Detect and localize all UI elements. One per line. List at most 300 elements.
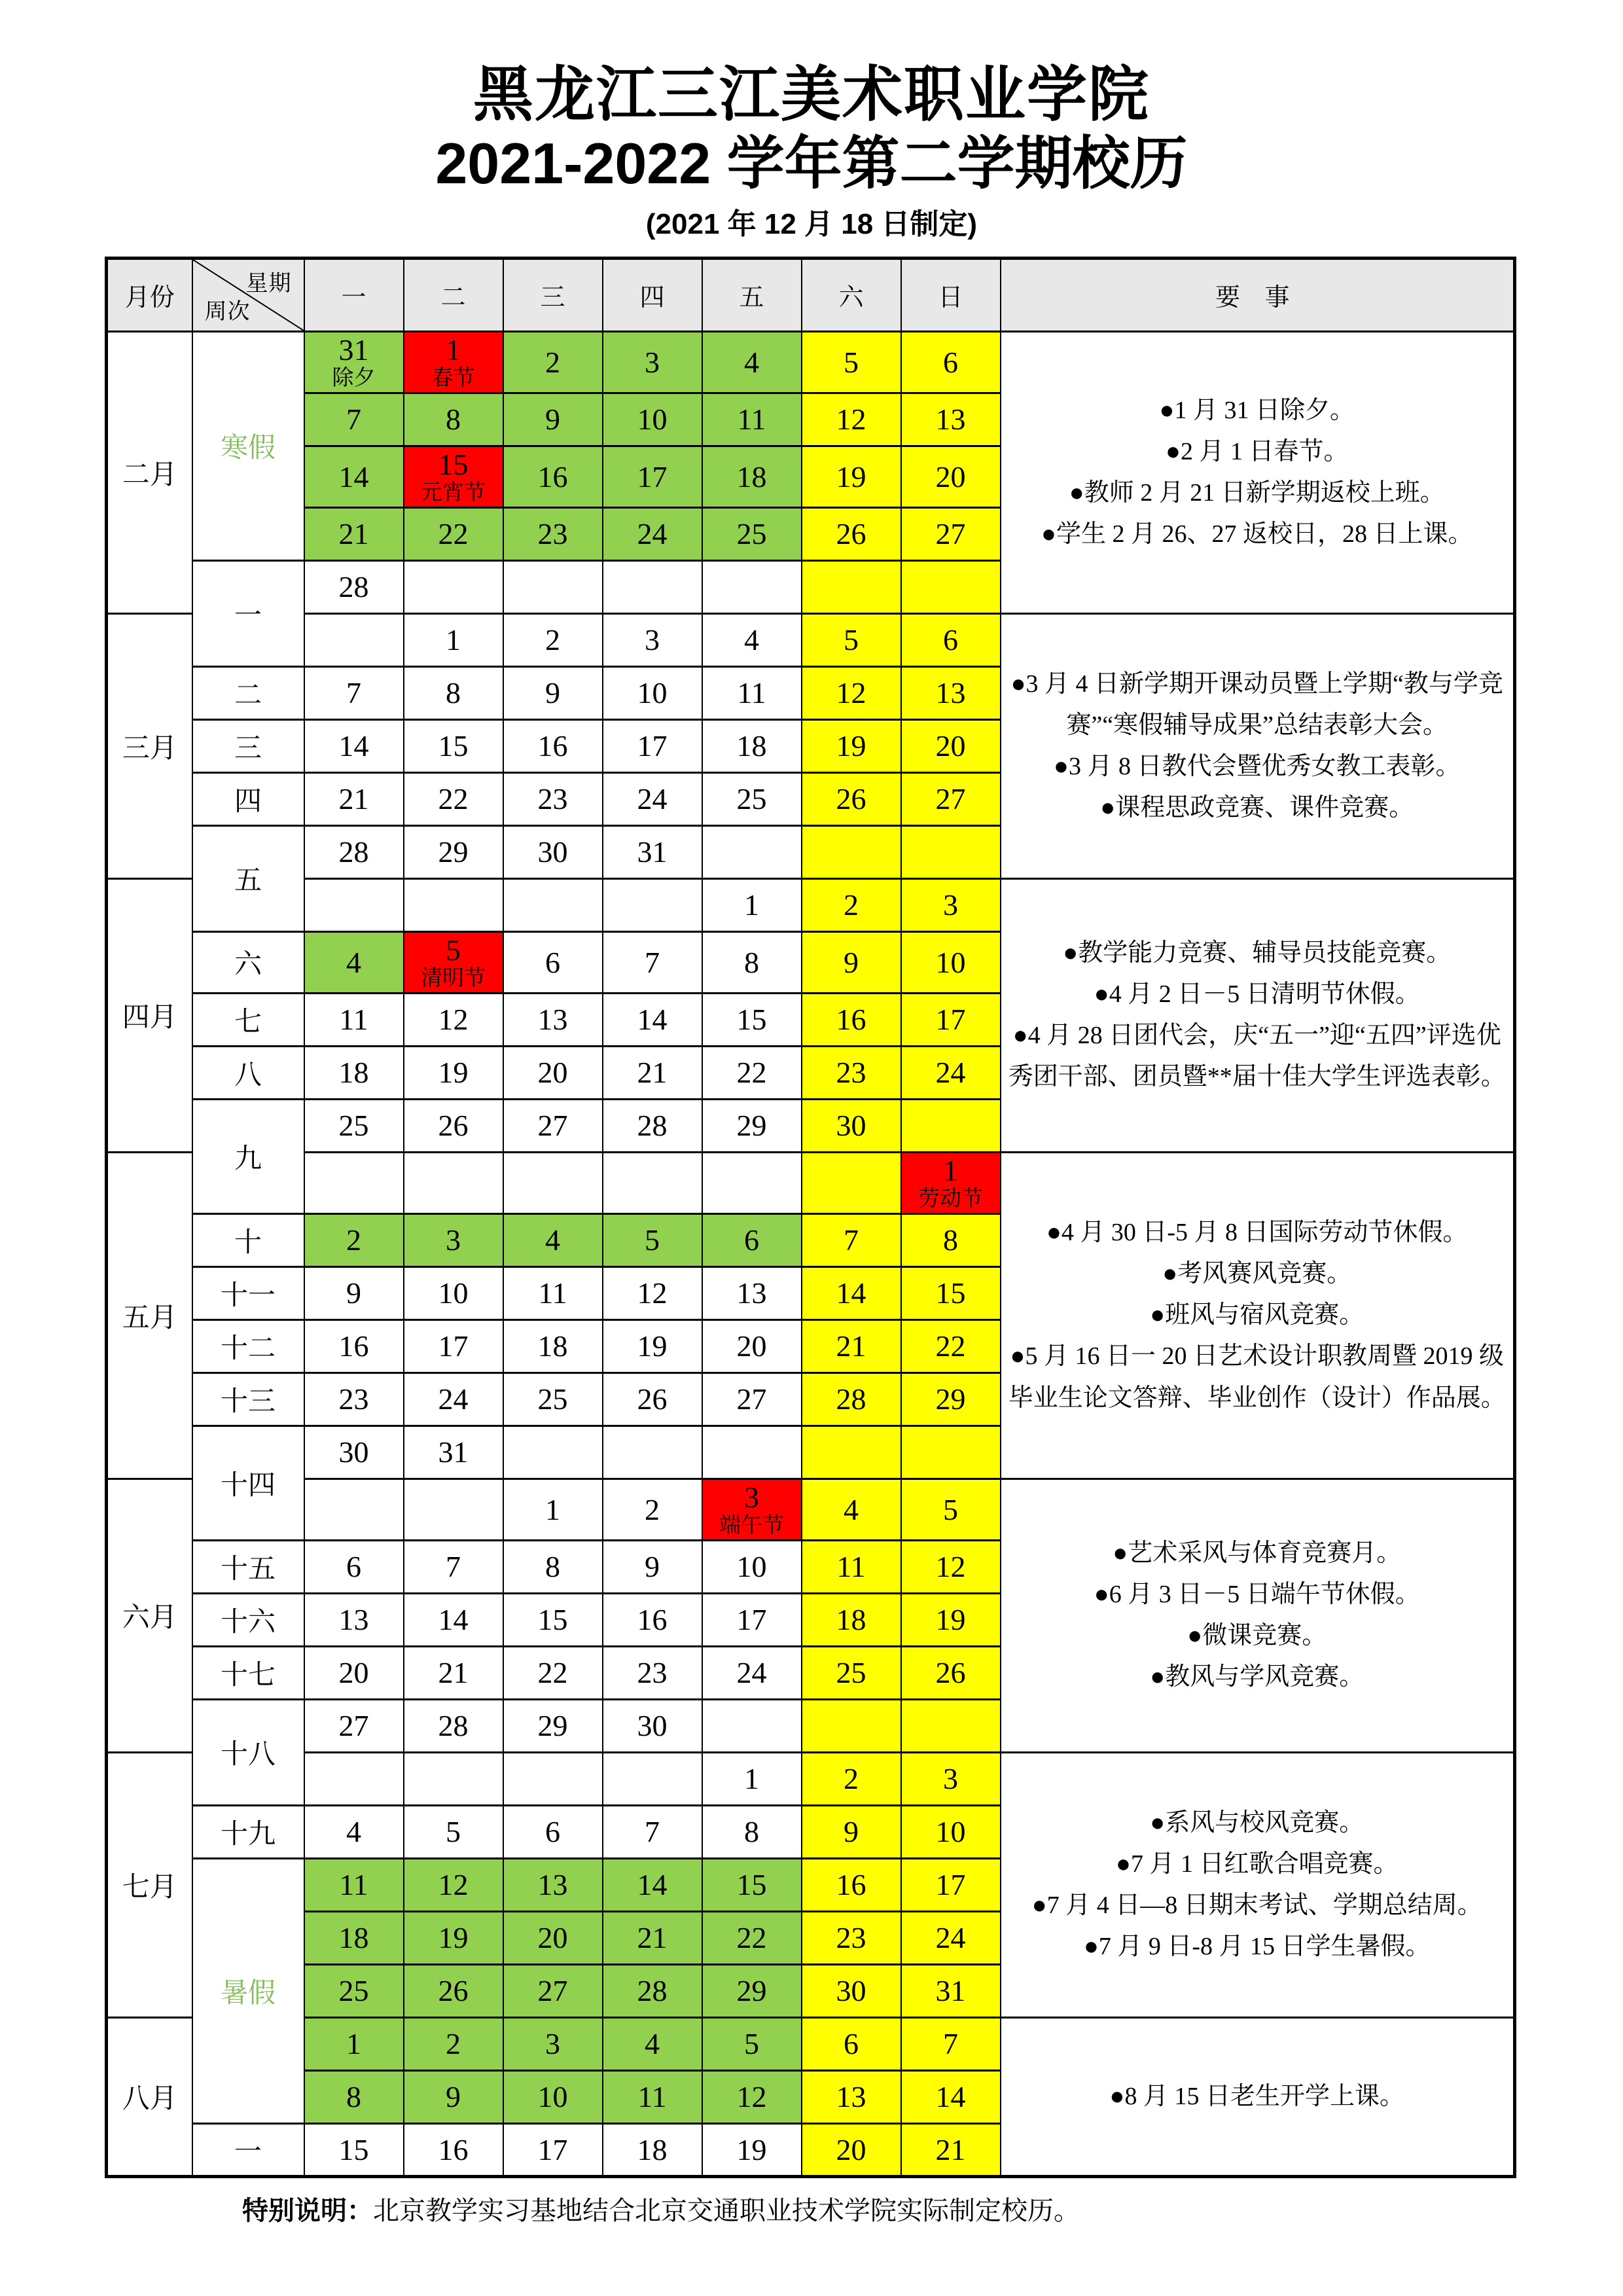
day-cell [802,1964,901,2017]
day-number: 19 [438,1056,469,1090]
event-line: ●4 月 2 日－5 日清明节休假。 [1094,980,1420,1009]
day-number: 28 [338,835,369,869]
day-number: 15 [935,1276,966,1310]
day-cell [304,1805,404,1858]
day-number: 5 [645,1223,660,1257]
day-number: 8 [446,403,461,437]
day-cell [901,666,1001,719]
day-number: 13 [935,676,966,710]
day-cell [901,1046,1001,1099]
day-number: 2 [545,345,560,379]
day-number: 6 [943,345,958,379]
day-number: 4 [645,2027,660,2061]
day-cell [603,1858,702,1911]
day-number: 14 [637,1003,668,1037]
day-number: 19 [637,1329,668,1363]
day-number: 29 [438,835,469,869]
day-number: 15 [438,448,469,482]
day-cell [901,1426,1001,1479]
day-cell [702,1099,802,1152]
date-note: (2021 年 12 月 18 日制定) [645,207,978,240]
event-line: ●教风与学风竞赛。 [1150,1663,1364,1691]
day-cell [901,1646,1001,1699]
day-cell [802,2070,901,2123]
month-label: 三月 [107,613,192,878]
day-number: 13 [537,1003,568,1037]
day-cell [802,446,901,507]
footer-note [242,2190,1518,2227]
event-line: ●课程思政竞赛、课件竞赛。 [1100,793,1414,821]
day-number: 2 [844,1762,859,1796]
day-number: 3 [645,623,660,657]
day-cell [901,993,1001,1046]
day-number: 11 [538,1276,567,1310]
day-cell [702,2017,802,2070]
day-number: 24 [935,1056,966,1090]
day-number: 25 [736,782,767,816]
day-cell [802,719,901,772]
day-number: 12 [836,403,866,437]
day-number: 27 [736,1382,767,1416]
day-number: 17 [935,1003,966,1037]
day-cell [702,666,802,719]
week-number-label: 十七 [192,1646,304,1699]
day-cell [802,560,901,613]
day-number: 29 [935,1382,966,1416]
day-number: 18 [637,2132,668,2166]
day-number: 31 [935,1974,966,2008]
day-number: 11 [339,1003,368,1037]
day-cell [802,666,901,719]
day-number: 24 [637,517,668,551]
day-number: 9 [645,1550,660,1584]
day-number: 9 [545,676,560,710]
week-number-label: 十 [192,1213,304,1266]
day-number: 19 [736,2132,767,2166]
vacation-label: 寒假 [192,331,304,560]
day-cell [901,878,1001,931]
day-cell [503,2123,603,2176]
day-cell [603,2070,702,2123]
day-number: 24 [637,782,668,816]
holiday-name: 清明节 [421,966,486,990]
day-number: 16 [438,2132,469,2166]
day-cell [404,393,503,446]
day-number: 21 [338,517,369,551]
day-number: 14 [338,729,369,763]
day-cell [503,719,603,772]
day-number: 23 [637,1656,668,1690]
day-number: 3 [545,2027,560,2061]
day-number: 28 [438,1709,469,1743]
holiday-name: 元宵节 [421,480,486,505]
day-cell [901,2017,1001,2070]
page-subtitle: 2021-2022 学年第二学期校历 [435,130,1188,196]
day-cell [802,1479,901,1540]
day-cell [702,1540,802,1593]
day-number: 10 [537,2080,568,2114]
day-cell [304,507,404,560]
day-cell [603,1964,702,2017]
day-number: 21 [836,1329,866,1363]
day-cell [404,1213,503,1266]
header-cell-weekday: 六 [802,258,901,331]
day-number: 7 [446,1550,461,1584]
day-cell [503,393,603,446]
day-cell [802,1911,901,1964]
day-cell [503,666,603,719]
day-number: 26 [935,1656,966,1690]
day-number: 4 [346,945,361,979]
day-cell [603,993,702,1046]
event-line: ●教师 2 月 21 日新学期返校上班。 [1069,478,1445,507]
day-number: 16 [637,1603,668,1637]
day-number: 19 [935,1603,966,1637]
day-number: 7 [645,945,660,979]
day-number: 31 [637,835,668,869]
day-cell [503,825,603,878]
day-number: 4 [844,1492,859,1526]
day-cell [304,2017,404,2070]
day-number: 25 [338,1109,369,1143]
day-number: 1 [446,333,461,367]
day-cell [304,1699,404,1752]
day-cell [901,1805,1001,1858]
day-cell [503,1266,603,1319]
day-number: 18 [836,1603,866,1637]
day-number: 1 [943,1154,958,1188]
day-cell [901,1099,1001,1152]
holiday-name: 端午节 [719,1513,784,1537]
header-weekday-label: 星期 [245,271,292,296]
event-line: ●系风与校风竞赛。 [1150,1808,1364,1837]
calendar-table [105,257,1516,2178]
day-cell [404,2017,503,2070]
day-cell [901,1266,1001,1319]
day-cell [802,772,901,825]
day-number: 17 [637,729,668,763]
day-cell [802,878,901,931]
week-number-label: 七 [192,993,304,1046]
day-number: 7 [844,1223,859,1257]
day-number: 5 [943,1492,958,1526]
day-cell [304,2123,404,2176]
day-cell [702,1699,802,1752]
day-cell [503,507,603,560]
day-cell [304,719,404,772]
events-cell [1001,331,1515,613]
day-cell [404,993,503,1046]
day-number: 8 [744,1815,759,1849]
day-cell [802,931,901,993]
day-cell [603,507,702,560]
day-cell [404,1372,503,1426]
calendar-row [107,1479,1515,1540]
day-number: 31 [338,333,369,367]
day-cell [603,1699,702,1752]
day-cell [603,2017,702,2070]
day-number: 18 [736,729,767,763]
day-number: 15 [338,2132,369,2166]
event-line: ●微课竞赛。 [1187,1622,1327,1650]
day-cell [802,1540,901,1593]
day-cell [404,1479,503,1540]
events-cell [1001,1479,1515,1752]
calendar-row [107,1152,1515,1213]
day-cell [404,2123,503,2176]
calendar-row [107,1752,1515,1805]
day-number: 1 [346,2027,361,2061]
day-number: 21 [438,1656,469,1690]
day-number: 9 [446,2080,461,2114]
day-number: 8 [545,1550,560,1584]
day-cell [901,331,1001,393]
day-cell [802,393,901,446]
day-number: 16 [338,1329,369,1363]
day-cell [404,1593,503,1646]
day-number: 2 [346,1223,361,1257]
day-cell [304,1152,404,1213]
header-cell-weekday: 日 [901,258,1001,331]
day-cell [603,1752,702,1805]
day-cell [304,666,404,719]
day-cell [503,1699,603,1752]
day-number: 6 [545,945,560,979]
day-cell [901,1911,1001,1964]
day-number: 14 [438,1603,469,1637]
day-number: 5 [446,1815,461,1849]
day-cell [702,1752,802,1805]
header-cell-weekday: 五 [702,258,802,331]
day-number: 8 [346,2080,361,2114]
week-number-label: 二 [192,666,304,719]
day-number: 9 [844,1815,859,1849]
day-number: 4 [545,1223,560,1257]
day-cell [304,1213,404,1266]
day-cell [901,2123,1001,2176]
day-cell [603,772,702,825]
day-cell [304,878,404,931]
day-number: 3 [446,1223,461,1257]
day-cell [304,446,404,507]
day-cell [802,1372,901,1426]
day-cell [603,1479,702,1540]
day-cell [901,1319,1001,1372]
day-cell [404,2070,503,2123]
day-cell [404,1646,503,1699]
day-number: 23 [537,782,568,816]
day-cell [603,1593,702,1646]
day-cell [901,931,1001,993]
day-cell [802,1319,901,1372]
day-cell [901,719,1001,772]
event-line: ●7 月 4 日—8 日期末考试、学期总结周。 [1031,1891,1482,1919]
day-number: 26 [836,782,866,816]
day-cell [503,1593,603,1646]
events-cell [1001,613,1515,878]
day-number: 27 [935,782,966,816]
day-cell [702,931,802,993]
day-cell [503,560,603,613]
day-cell [901,1152,1001,1213]
day-number: 16 [537,459,568,493]
week-number-label: 十五 [192,1540,304,1593]
week-number-label: 十九 [192,1805,304,1858]
day-number: 25 [836,1656,866,1690]
day-cell [702,1911,802,1964]
day-cell [702,1046,802,1099]
day-cell [503,2070,603,2123]
day-cell [404,507,503,560]
day-cell [901,1372,1001,1426]
day-number: 15 [736,1003,767,1037]
day-cell [603,1372,702,1426]
day-number: 20 [935,459,966,493]
day-number: 20 [935,729,966,763]
day-cell [802,1593,901,1646]
day-number: 18 [537,1329,568,1363]
day-cell [702,2123,802,2176]
day-number: 8 [744,945,759,979]
event-line: ●班风与宿风竞赛。 [1150,1301,1364,1329]
day-cell [503,331,603,393]
day-cell [304,1593,404,1646]
day-cell [802,1152,901,1213]
week-number-label: 十六 [192,1593,304,1646]
day-cell [404,931,503,993]
day-cell [503,1964,603,2017]
day-number: 2 [446,2027,461,2061]
day-cell [404,1858,503,1911]
day-cell [702,331,802,393]
day-number: 5 [844,623,859,657]
day-number: 16 [537,729,568,763]
holiday-name: 春节 [431,366,475,390]
day-number: 26 [438,1109,469,1143]
event-line: ●6 月 3 日－5 日端午节休假。 [1094,1581,1420,1609]
day-cell [404,446,503,507]
day-cell [603,613,702,666]
week-number-label: 一 [192,2123,304,2176]
day-cell [404,878,503,931]
day-cell [901,507,1001,560]
day-cell [702,1858,802,1911]
month-label: 二月 [107,331,192,613]
day-number: 3 [943,888,958,922]
week-number-label: 九 [192,1099,304,1213]
day-number: 7 [645,1815,660,1849]
day-number: 12 [935,1550,966,1584]
month-label: 八月 [107,2017,192,2176]
day-number: 19 [836,729,866,763]
day-cell [603,1152,702,1213]
day-number: 27 [537,1974,568,2008]
day-cell [603,719,702,772]
day-number: 28 [637,1109,668,1143]
day-cell [802,613,901,666]
day-cell [802,1858,901,1911]
day-cell [702,560,802,613]
day-cell [901,613,1001,666]
day-cell [304,1099,404,1152]
day-number: 10 [637,403,668,437]
day-cell [702,993,802,1046]
day-number: 6 [943,623,958,657]
day-cell [404,772,503,825]
month-label: 四月 [107,878,192,1152]
day-cell [404,1805,503,1858]
event-line: ●8 月 15 日老生开学上课。 [1109,2082,1404,2110]
day-number: 13 [836,2080,866,2114]
event-line: ●考风赛风竞赛。 [1162,1260,1352,1288]
day-number: 29 [537,1709,568,1743]
day-cell [404,1099,503,1152]
day-number: 7 [346,403,361,437]
day-number: 28 [338,570,369,604]
day-number: 17 [637,459,668,493]
day-number: 15 [736,1868,767,1902]
day-cell [304,1540,404,1593]
day-cell [304,1646,404,1699]
day-cell [603,1266,702,1319]
day-cell [304,1266,404,1319]
day-cell [702,772,802,825]
day-cell [304,772,404,825]
week-number-label: 十二 [192,1319,304,1372]
day-number: 17 [736,1603,767,1637]
day-cell [503,1479,603,1540]
day-number: 20 [836,2132,866,2166]
day-cell [901,1858,1001,1911]
day-cell [503,2017,603,2070]
day-cell [603,878,702,931]
day-cell [503,1152,603,1213]
day-number: 2 [545,623,560,657]
day-number: 27 [338,1709,369,1743]
day-number: 21 [338,782,369,816]
day-cell [603,1319,702,1372]
day-number: 10 [637,676,668,710]
events-cell [1001,1752,1515,2017]
page-title: 黑龙江三江美术职业学院 [473,62,1150,128]
day-number: 18 [338,1921,369,1955]
day-number: 26 [836,517,866,551]
day-cell [404,719,503,772]
day-cell [304,1911,404,1964]
day-number: 1 [744,1762,759,1796]
day-cell [702,1646,802,1699]
day-cell [802,1266,901,1319]
day-number: 5 [446,933,461,967]
day-number: 27 [935,517,966,551]
day-cell [702,393,802,446]
day-cell [503,1540,603,1593]
day-cell [603,1911,702,1964]
day-cell [702,1372,802,1426]
week-number-label: 四 [192,772,304,825]
week-number-label: 十三 [192,1372,304,1426]
day-cell [404,825,503,878]
day-number: 12 [438,1868,469,1902]
day-number: 3 [744,1480,759,1515]
day-cell [702,1593,802,1646]
day-cell [603,1213,702,1266]
day-number: 25 [338,1974,369,2008]
day-cell [702,1152,802,1213]
day-cell [404,1752,503,1805]
day-number: 31 [438,1435,469,1469]
day-cell [802,1752,901,1805]
